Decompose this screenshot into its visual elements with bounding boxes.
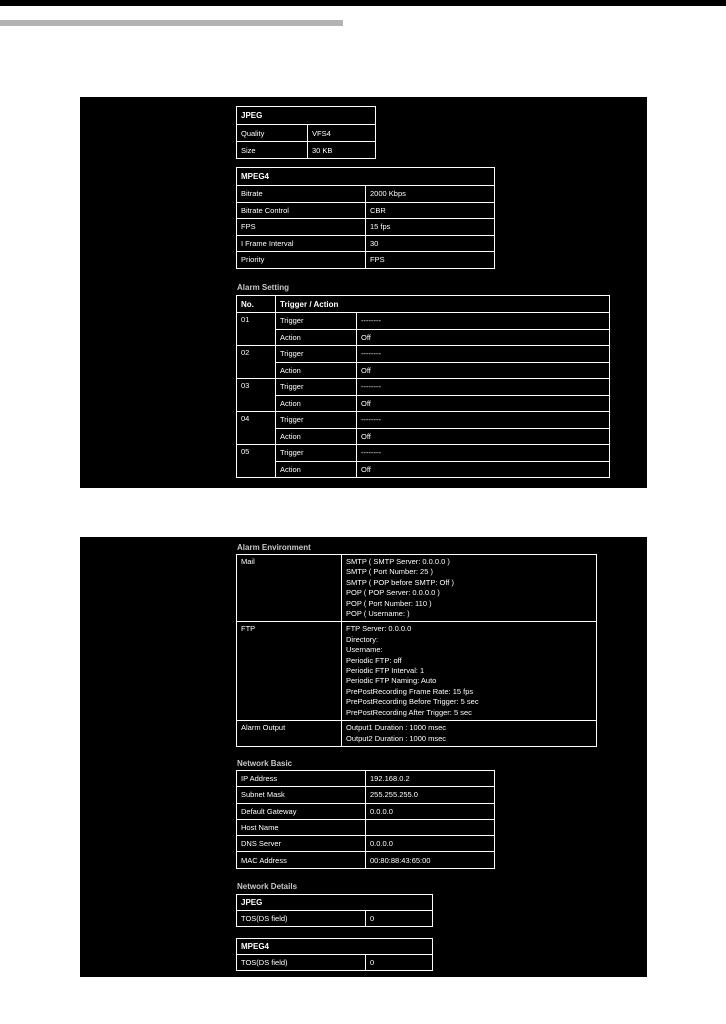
action-value: Off	[357, 428, 610, 445]
mpeg4-row-label: Bitrate	[237, 186, 366, 203]
nd-jpeg-title: JPEG	[237, 895, 433, 911]
col-no-header: No.	[237, 296, 276, 313]
ftp-line: PrePostRecording After Trigger: 5 sec	[346, 707, 472, 717]
trigger-label: Trigger	[276, 379, 357, 396]
mpeg4-row-label: FPS	[237, 219, 366, 236]
ftp-line: PrePostRecording Before Trigger: 5 sec	[346, 697, 479, 707]
ip-address-value: 192.168.0.2	[366, 771, 495, 787]
mpeg4-row-label: Bitrate Control	[237, 202, 366, 219]
jpeg-title: JPEG	[237, 107, 376, 125]
trigger-value: --------	[357, 445, 610, 462]
trigger-label: Trigger	[276, 412, 357, 429]
network-basic-heading: Network Basic	[237, 759, 293, 768]
trigger-value: --------	[357, 346, 610, 363]
network-details-mpeg4-table	[236, 938, 433, 971]
trigger-value: --------	[357, 313, 610, 330]
mpeg4-table	[236, 167, 495, 269]
settings-screenshot-network	[80, 537, 647, 977]
subnet-mask-label: Subnet Mask	[237, 787, 366, 803]
network-basic-table	[236, 770, 495, 869]
action-value: Off	[357, 329, 610, 346]
default-gateway-value: 0.0.0.0	[366, 803, 495, 819]
alarm-no: 01	[237, 313, 276, 346]
mpeg4-title: MPEG4	[237, 168, 495, 186]
section-rule	[0, 20, 343, 26]
output-line: Output2 Duration : 1000 msec	[346, 733, 447, 743]
nd-mpeg4-tos-value: 0	[366, 955, 433, 971]
alarm-environment-table	[236, 554, 597, 747]
trigger-label: Trigger	[276, 346, 357, 363]
nd-jpeg-tos-label: TOS(DS field)	[237, 911, 366, 927]
trigger-label: Trigger	[276, 445, 357, 462]
ftp-label: FTP	[237, 622, 342, 721]
output-line: Output1 Duration : 1000 msec	[346, 723, 447, 733]
jpeg-row-label: Quality	[237, 125, 308, 142]
ftp-line: Directory:	[346, 634, 379, 644]
ftp-line: Periodic FTP Interval: 1	[346, 666, 425, 676]
mpeg4-row-label: I Frame Interval	[237, 235, 366, 252]
ip-address-label: IP Address	[237, 771, 366, 787]
alarm-output-values	[342, 721, 597, 747]
mac-address-label: MAC Address	[237, 852, 366, 868]
action-value: Off	[357, 395, 610, 412]
mpeg4-row-value: FPS	[366, 252, 495, 269]
nd-mpeg4-tos-label: TOS(DS field)	[237, 955, 366, 971]
trigger-value: --------	[357, 379, 610, 396]
mac-address-value: 00:80:88:43:65:00	[366, 852, 495, 868]
top-rule	[0, 0, 726, 6]
mpeg4-row-value: CBR	[366, 202, 495, 219]
network-details-jpeg-table	[236, 894, 433, 927]
col-trigger-header: Trigger / Action	[276, 296, 610, 313]
ftp-line: Periodic FTP: off	[346, 655, 402, 665]
mpeg4-row-value: 15 fps	[366, 219, 495, 236]
alarm-no: 02	[237, 346, 276, 379]
action-value: Off	[357, 461, 610, 478]
jpeg-row-value: 30 KB	[308, 142, 376, 159]
mail-line: SMTP ( Port Number: 25 )	[346, 567, 433, 577]
mail-line: POP ( Port Number: 110 )	[346, 598, 432, 608]
action-label: Action	[276, 395, 357, 412]
alarm-no: 03	[237, 379, 276, 412]
action-label: Action	[276, 428, 357, 445]
mpeg4-row-label: Priority	[237, 252, 366, 269]
jpeg-row-label: Size	[237, 142, 308, 159]
jpeg-table	[236, 106, 376, 159]
ftp-values	[342, 622, 597, 721]
alarm-no: 05	[237, 445, 276, 478]
mail-label: Mail	[237, 555, 342, 622]
mpeg4-row-value: 30	[366, 235, 495, 252]
action-label: Action	[276, 329, 357, 346]
alarm-environment-heading: Alarm Environment	[237, 543, 311, 552]
nd-mpeg4-title: MPEG4	[237, 939, 433, 955]
alarm-no: 04	[237, 412, 276, 445]
trigger-value: --------	[357, 412, 610, 429]
network-details-heading: Network Details	[237, 882, 298, 891]
action-label: Action	[276, 461, 357, 478]
alarm-setting-heading: Alarm Setting	[237, 283, 290, 292]
mail-line: SMTP ( POP before SMTP: Off )	[346, 577, 454, 587]
mail-line: SMTP ( SMTP Server: 0.0.0.0 )	[346, 557, 450, 566]
ftp-line: PrePostRecording Frame Rate: 15 fps	[346, 686, 474, 696]
alarm-output-label: Alarm Output	[237, 721, 342, 747]
host-name-value	[366, 819, 495, 835]
mail-values	[342, 555, 597, 622]
subnet-mask-value: 255.255.255.0	[366, 787, 495, 803]
default-gateway-label: Default Gateway	[237, 803, 366, 819]
ftp-line: Username:	[346, 645, 383, 655]
action-label: Action	[276, 362, 357, 379]
host-name-label: Host Name	[237, 819, 366, 835]
nd-jpeg-tos-value: 0	[366, 911, 433, 927]
dns-server-label: DNS Server	[237, 836, 366, 852]
settings-screenshot-video	[80, 97, 647, 488]
alarm-setting-table	[236, 295, 610, 478]
dns-server-value: 0.0.0.0	[366, 836, 495, 852]
ftp-line: FTP Server: 0.0.0.0	[346, 624, 412, 634]
trigger-label: Trigger	[276, 313, 357, 330]
ftp-line: Periodic FTP Naming: Auto	[346, 676, 437, 686]
mail-line: POP ( Username: )	[346, 609, 410, 619]
jpeg-row-value: VFS4	[308, 125, 376, 142]
mpeg4-row-value: 2000 Kbps	[366, 186, 495, 203]
mail-line: POP ( POP Server: 0.0.0.0 )	[346, 588, 440, 598]
action-value: Off	[357, 362, 610, 379]
